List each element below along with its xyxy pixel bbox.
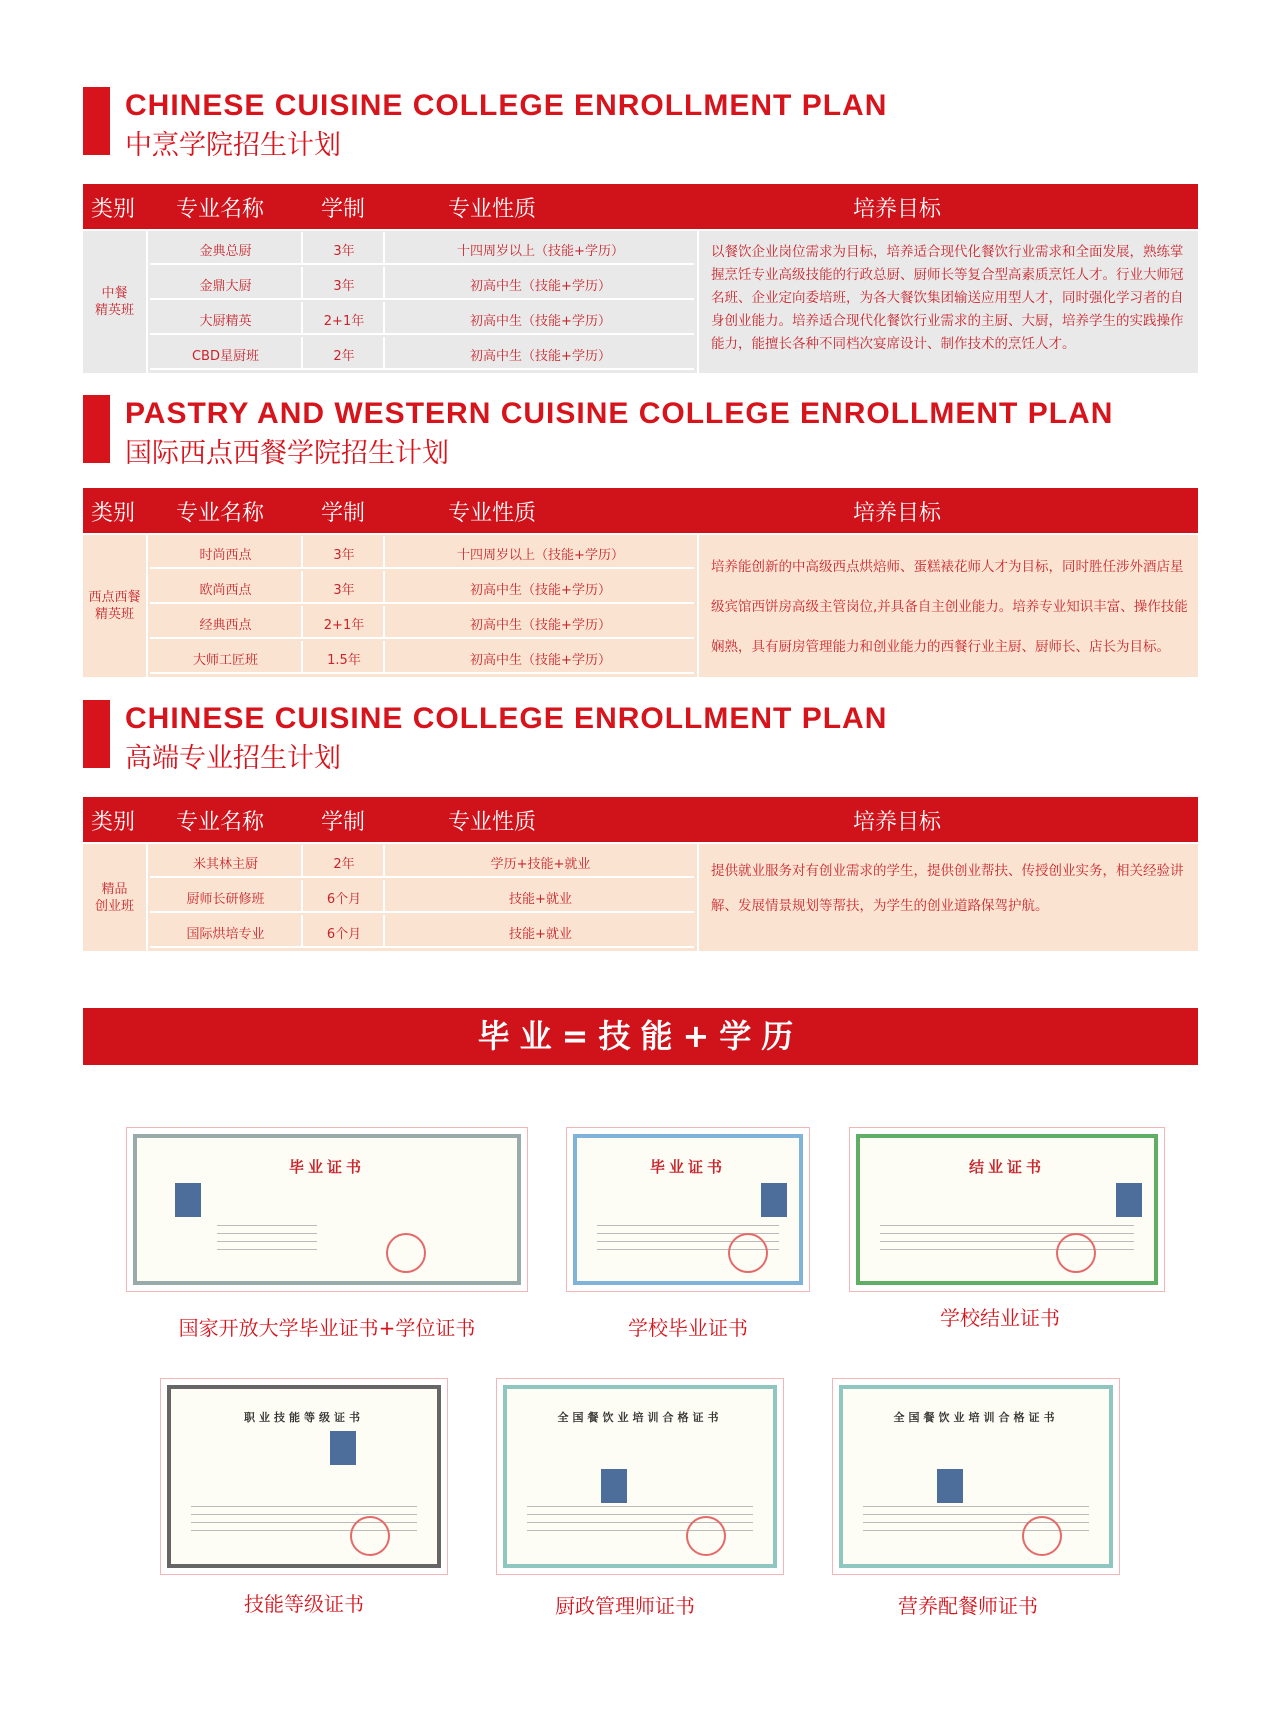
certificate-text bbox=[880, 1218, 1134, 1254]
certificate-label: 国家开放大学毕业证书+学位证书 bbox=[178, 1316, 476, 1340]
table-row bbox=[150, 536, 694, 569]
certificate-title: 毕业证书 bbox=[649, 1158, 726, 1176]
major-name: 米其林主厨 bbox=[150, 845, 303, 876]
major-type: 初高中生（技能+学历） bbox=[470, 653, 611, 668]
certificate-title: 毕业证书 bbox=[288, 1158, 365, 1176]
certificate-label: 技能等级证书 bbox=[244, 1592, 364, 1616]
certificate-title: 职业技能等级证书 bbox=[244, 1411, 364, 1424]
certificate-label: 厨政管理师证书 bbox=[555, 1594, 695, 1618]
category-cell: 精品 创业班 bbox=[83, 844, 148, 951]
table-body bbox=[83, 535, 1198, 677]
certificate-title: 全国餐饮业培训合格证书 bbox=[893, 1411, 1059, 1424]
photo bbox=[937, 1469, 963, 1503]
photo bbox=[330, 1431, 356, 1465]
seal bbox=[1056, 1233, 1096, 1273]
table-row bbox=[150, 571, 694, 604]
major-type: 技能+就业 bbox=[509, 927, 572, 942]
table-row bbox=[150, 915, 694, 948]
header-cell: 学制 bbox=[321, 501, 366, 526]
header-cell: 培养目标 bbox=[853, 197, 942, 222]
category-cell: 西点西餐 精英班 bbox=[83, 535, 148, 677]
certificate-label: 学校结业证书 bbox=[940, 1306, 1060, 1330]
duration: 2年 bbox=[305, 337, 385, 368]
category-cell: 中餐 精英班 bbox=[83, 231, 148, 373]
header-cell: 专业名称 bbox=[176, 197, 265, 222]
duration: 3年 bbox=[305, 536, 385, 567]
major-name: 厨师长研修班 bbox=[150, 880, 303, 911]
enrollment-table bbox=[83, 488, 1198, 677]
table-row bbox=[150, 267, 694, 300]
major-type: 十四周岁以上（技能+学历） bbox=[457, 244, 624, 259]
certificate-image bbox=[832, 1378, 1120, 1575]
header-cell: 类别 bbox=[91, 501, 136, 526]
certificate-image bbox=[160, 1378, 448, 1575]
major-type: 学历+技能+就业 bbox=[490, 857, 591, 872]
training-goal: 培养能创新的中高级西点烘焙师、蛋糕裱花师人才为目标，同时胜任涉外酒店星级宾馆西饼房高级主管岗位,并具备自主创业能力。培养专业知识丰富、操作技能娴熟，具有厨房管理能力和创业能力的西餐行业主厨、厨师长、店长为目标。 bbox=[697, 535, 1198, 677]
major-name: 欧尚西点 bbox=[150, 571, 303, 602]
major-name: 金典总厨 bbox=[150, 232, 303, 263]
table-header bbox=[83, 797, 1198, 842]
table-row bbox=[150, 641, 694, 674]
title-bar bbox=[83, 87, 110, 155]
title-cn: 高端专业招生计划 bbox=[125, 743, 341, 774]
seal bbox=[1022, 1516, 1062, 1556]
major-type: 初高中生（技能+学历） bbox=[470, 314, 611, 329]
title-en: CHINESE CUISINE COLLEGE ENROLLMENT PLAN bbox=[125, 89, 888, 122]
duration: 3年 bbox=[305, 571, 385, 602]
header-cell: 类别 bbox=[91, 810, 136, 835]
certificate-title: 全国餐饮业培训合格证书 bbox=[557, 1411, 723, 1424]
certificate-image bbox=[126, 1127, 528, 1292]
title-bar bbox=[83, 700, 110, 768]
duration: 1.5年 bbox=[305, 641, 385, 672]
major-type: 十四周岁以上（技能+学历） bbox=[457, 548, 624, 563]
major-name: 金鼎大厨 bbox=[150, 267, 303, 298]
header-cell: 培养目标 bbox=[853, 810, 942, 835]
header-cell: 专业性质 bbox=[448, 197, 537, 222]
duration: 3年 bbox=[305, 267, 385, 298]
title-en: CHINESE CUISINE COLLEGE ENROLLMENT PLAN bbox=[125, 702, 888, 735]
table-row bbox=[150, 880, 694, 913]
table-row bbox=[150, 337, 694, 370]
major-name: 国际烘培专业 bbox=[150, 915, 303, 946]
photo bbox=[761, 1183, 787, 1217]
duration: 2+1年 bbox=[305, 606, 385, 637]
enrollment-table bbox=[83, 797, 1198, 951]
major-name: 大师工匠班 bbox=[150, 641, 303, 672]
header-cell: 专业性质 bbox=[448, 501, 537, 526]
header-cell: 学制 bbox=[321, 197, 366, 222]
duration: 6个月 bbox=[305, 880, 385, 911]
certificate-image bbox=[849, 1127, 1165, 1292]
table-header bbox=[83, 184, 1198, 229]
header-cell: 专业名称 bbox=[176, 810, 265, 835]
photo bbox=[1116, 1183, 1142, 1217]
certificate-label: 学校毕业证书 bbox=[628, 1316, 748, 1340]
major-type: 初高中生（技能+学历） bbox=[470, 618, 611, 633]
seal bbox=[686, 1516, 726, 1556]
major-type: 初高中生（技能+学历） bbox=[470, 349, 611, 364]
table-row bbox=[150, 232, 694, 265]
certificate-label: 营养配餐师证书 bbox=[898, 1594, 1038, 1618]
table-row bbox=[150, 845, 694, 878]
header-cell: 学制 bbox=[321, 810, 366, 835]
major-type: 初高中生（技能+学历） bbox=[470, 279, 611, 294]
major-name: 时尚西点 bbox=[150, 536, 303, 567]
major-type: 初高中生（技能+学历） bbox=[470, 583, 611, 598]
title-bar bbox=[83, 395, 110, 463]
header-cell: 专业性质 bbox=[448, 810, 537, 835]
certificate-image bbox=[496, 1378, 784, 1575]
duration: 6个月 bbox=[305, 915, 385, 946]
major-type: 技能+就业 bbox=[509, 892, 572, 907]
header-cell: 培养目标 bbox=[853, 501, 942, 526]
seal bbox=[728, 1233, 768, 1273]
title-cn: 国际西点西餐学院招生计划 bbox=[125, 438, 449, 469]
duration: 3年 bbox=[305, 232, 385, 263]
photo bbox=[601, 1469, 627, 1503]
duration: 2年 bbox=[305, 845, 385, 876]
title-en: PASTRY AND WESTERN CUISINE COLLEGE ENROLLMENT PLAN bbox=[125, 397, 1114, 430]
table-header bbox=[83, 488, 1198, 533]
certificate-text bbox=[217, 1218, 317, 1254]
photo bbox=[175, 1183, 201, 1217]
major-name: CBD星厨班 bbox=[150, 337, 303, 368]
header-cell: 类别 bbox=[91, 197, 136, 222]
training-goal: 以餐饮企业岗位需求为目标，培养适合现代化餐饮行业需求和全面发展，熟练掌握烹饪专业高级技能的行政总厨、厨师长等复合型高素质烹饪人才。行业大师冠名班、企业定向委培班，为各大餐饮集团输送应用型人才，同时强化学习者的自身创业能力。培养适合现代化餐饮行业需求的主厨、大厨，培养学生的实践操作能力，能擅长各种不同档次宴席设计、制作技术的烹饪人才。 bbox=[697, 231, 1198, 373]
certificate-image bbox=[566, 1127, 810, 1292]
major-name: 经典西点 bbox=[150, 606, 303, 637]
table-body bbox=[83, 844, 1198, 951]
seal bbox=[350, 1516, 390, 1556]
table-row bbox=[150, 606, 694, 639]
certificate-title: 结业证书 bbox=[968, 1158, 1045, 1176]
banner: 毕业=技能+学历 bbox=[83, 1008, 1198, 1065]
header-cell: 专业名称 bbox=[176, 501, 265, 526]
table-body bbox=[83, 231, 1198, 373]
table-row bbox=[150, 302, 694, 335]
major-name: 大厨精英 bbox=[150, 302, 303, 333]
training-goal: 提供就业服务对有创业需求的学生，提供创业帮扶、传授创业实务，相关经验讲解、发展情景规划等帮扶，为学生的创业道路保驾护航。 bbox=[697, 844, 1198, 951]
enrollment-table bbox=[83, 184, 1198, 373]
duration: 2+1年 bbox=[305, 302, 385, 333]
seal bbox=[386, 1233, 426, 1273]
title-cn: 中烹学院招生计划 bbox=[125, 130, 341, 161]
